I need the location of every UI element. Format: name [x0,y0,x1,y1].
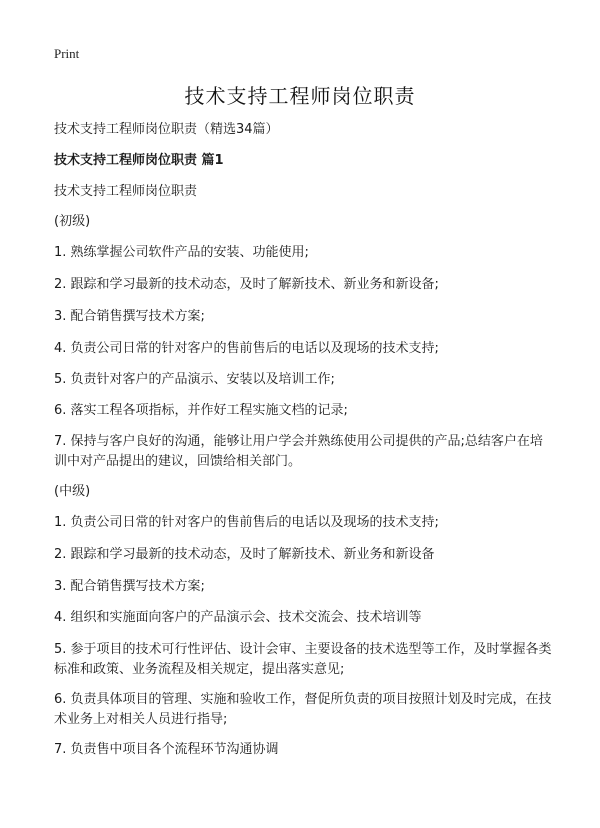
document-title: 技术支持工程师岗位职责 [184,84,416,108]
list-item: 5. 负责针对客户的产品演示、安装以及培训工作; [54,372,335,387]
list-item: 4. 组织和实施面向客户的产品演示会、技术交流会、技术培训等 [54,610,422,625]
print-label: Print [54,46,80,61]
list-item: 1. 负责公司日常的针对客户的售前售后的电话以及现场的技术支持; [54,515,439,530]
list-item: 1. 熟练掌握公司软件产品的安装、功能使用; [54,245,309,260]
section-heading: 技术支持工程师岗位职责 篇1 [54,153,224,168]
middle-level-label: (中级) [54,484,91,499]
list-item: 6. 负责具体项目的管理、实施和验收工作，督促所负责的项目按照计划及时完成，在技术业务上对相关人员进行指导; [54,692,552,727]
section-intro: 技术支持工程师岗位职责 [54,184,198,199]
list-item: 3. 配合销售撰写技术方案; [54,579,205,594]
list-item: 3. 配合销售撰写技术方案; [54,309,205,324]
list-item: 2. 跟踪和学习最新的技术动态，及时了解新技术、新业务和新设备 [54,547,435,562]
list-item: 7. 保持与客户良好的沟通，能够让用户学会并熟练使用公司提供的产品;总结客户在培训中对产品提出的建议，回馈给相关部门。 [54,434,543,469]
list-item: 2. 跟踪和学习最新的技术动态，及时了解新技术、新业务和新设备; [54,277,439,292]
list-item: 4. 负责公司日常的针对客户的售前售后的电话以及现场的技术支持; [54,341,439,356]
list-item: 5. 参于项目的技术可行性评估、设计会审、主要设备的技术选型等工作，及时掌握各类标准和政策、业务流程及相关规定，提出落实意见; [54,642,552,677]
list-item: 6. 落实工程各项指标，并作好工程实施文档的记录; [54,403,348,418]
document-subtitle: 技术支持工程师岗位职责（精选34篇） [54,122,279,137]
list-item: 7. 负责售中项目各个流程环节沟通协调 [54,742,279,757]
junior-level-label: (初级) [54,214,91,229]
